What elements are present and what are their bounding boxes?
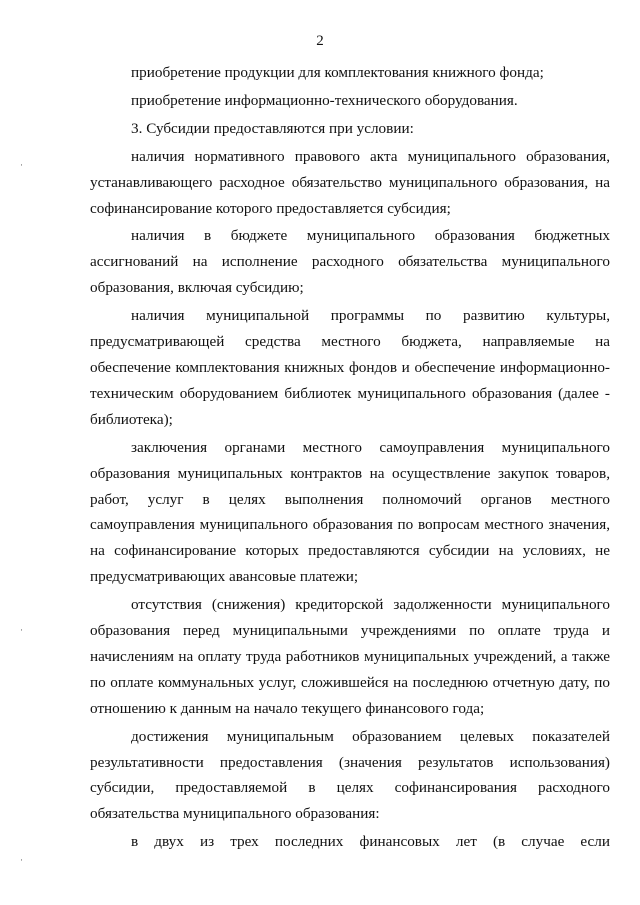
paragraph-5: наличия в бюджете муниципального образования бюджетных ассигнований на исполнение расходного обязательства муниципального образования, включая субсидию; [90, 227, 610, 297]
paragraph-6: наличия муниципальной программы по развитию культуры, предусматривающей средства местного бюджета, направляемые на обеспечение комплектования книжных фондов и обеспечение информационно-техническим оборудованием библиотек муниципального образования (далее - библиотека); [90, 307, 610, 428]
paragraph-7: заключения органами местного самоуправления муниципального образования муниципальных контрактов на осуществление закупок товаров, работ, услуг в целях выполнения полномочий органов местного самоуправления муниципального образования по вопросам местного значения, на софинансирование которых предоставляются субсидии на условиях, не предусматривающих авансовые платежи; [90, 438, 610, 586]
paragraph-10: в двух из трех последних финансовых лет (в случае если [131, 833, 610, 851]
document-body [90, 60, 610, 857]
paragraph-2: приобретение информационно-технического оборудования. [131, 91, 518, 109]
margin-mark-2: · [20, 625, 23, 635]
margin-mark-1: · [20, 160, 23, 170]
paragraph-3: 3. Субсидии предоставляются при условии: [131, 119, 414, 137]
page-number: 2 [316, 33, 324, 49]
paragraph-9: достижения муниципальным образованием целевых показателей результативности предоставления (значения результатов использования) субсидии, предоставляемой в целях софинансирования расходного обязательства муниципального образования: [90, 727, 610, 823]
paragraph-1: приобретение продукции для комплектования книжного фонда; [131, 64, 544, 81]
paragraph-8: отсутствия (снижения) кредиторской задолженности муниципального образования перед муниципальными учреждениями по оплате труда и начислениям на оплату труда работников муниципальных учреждений, а также по оплате коммунальных услуг, сложившейся на последнюю отчетную дату, по отношению к данным на начало текущего финансового года; [90, 596, 610, 717]
margin-mark-3: · [20, 855, 23, 865]
paragraph-4: наличия нормативного правового акта муниципального образования, устанавливающего расходное обязательство муниципального образования, на софинансирование которого предоставляется субсидия; [90, 147, 610, 217]
